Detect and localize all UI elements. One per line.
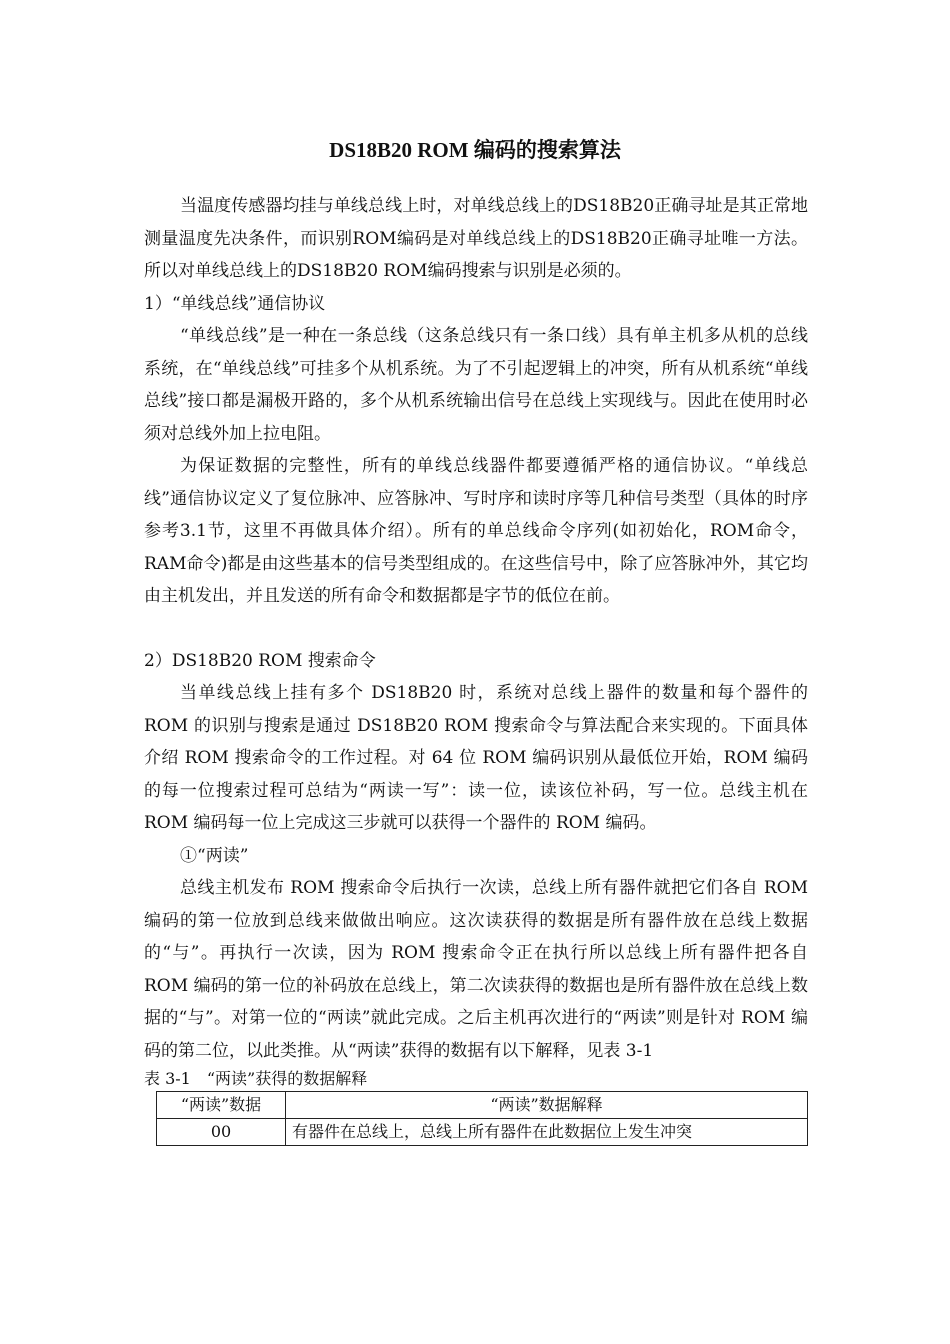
- table-header-cell: “两读”数据: [157, 1092, 286, 1119]
- section-1-paragraph-2: 为保证数据的完整性，所有的单线总线器件都要遵循严格的通信协议。“单线总线”通信协议定义了复位脉冲、应答脉冲、写时序和读时序等几种信号类型（具体的时序参考3.1节，这里不再做具体介绍）。所有的单总线命令序列(如初始化，ROM命令，RAM命令)都是由这些基本的信号类型组成的。在这些信号中，除了应答脉冲外，其它均由主机发出，并且发送的所有命令和数据都是字节的低位在前。: [144, 456, 808, 606]
- section-1-heading: 1）“单线总线”通信协议: [144, 293, 326, 314]
- table-header-cell: “两读”数据解释: [286, 1092, 808, 1119]
- section-spacer: [144, 613, 808, 645]
- section-2-paragraph-1: 当单线总线上挂有多个 DS18B20 时，系统对总线上器件的数量和每个器件的 ROM 的识别与搜索是通过 DS18B20 ROM 搜索命令与算法配合来实现的。下面具体介绍 ROM 搜索命令的工作过程。对 64 位 ROM 编码识别从最低位开始，ROM 编码的每一位搜索过程可总结为“两读一写”：读一位，读该位补码，写一位。总线主机在 ROM 编码每一位上完成这三步就可以获得一个器件的 ROM 编码。: [144, 683, 808, 833]
- intro-paragraph: 当温度传感器均挂与单线总线上时，对单线总线上的DS18B20正确寻址是其正常地测量温度先决条件，而识别ROM编码是对单线总线上的DS18B20正确寻址唯一方法。所以对单线总线上的DS18B20 ROM编码搜索与识别是必须的。: [144, 196, 808, 281]
- section-2-heading: 2）DS18B20 ROM 搜索命令: [144, 650, 376, 671]
- data-interpretation-table: [156, 1091, 808, 1146]
- table-row: [157, 1119, 808, 1146]
- section-2-subheading: ①“两读”: [180, 845, 249, 866]
- section-1-paragraph-1: “单线总线”是一种在一条总线（这条总线只有一条口线）具有单主机多从机的总线系统，在“单线总线”可挂多个从机系统。为了不引起逻辑上的冲突，所有从机系统“单线总线”接口都是漏极开路的，多个从机系统输出信号在总线上实现线与。因此在使用时必须对总线外加上拉电阻。: [144, 326, 808, 444]
- document-body: [144, 190, 808, 1146]
- table-cell: 00: [157, 1119, 286, 1146]
- table-caption: 表 3-1 “两读”获得的数据解释: [144, 1069, 368, 1088]
- section-2-paragraph-2: 总线主机发布 ROM 搜索命令后执行一次读，总线上所有器件就把它们各自 ROM 编码的第一位放到总线来做做出响应。这次读获得的数据是所有器件放在总线上数据的“与”。再执行一次读，因为 ROM 搜索命令正在执行所以总线上所有器件把各自 ROM 编码的第一位的补码放在总线上，第二次读获得的数据也是所有器件放在总线上数据的“与”。对第一位的“两读”就此完成。之后主机再次进行的“两读”则是针对 ROM 编码的第二位，以此类推。从“两读”获得的数据有以下解释，见表 3-1: [144, 878, 808, 1061]
- table-cell: 有器件在总线上，总线上所有器件在此数据位上发生冲突: [286, 1119, 808, 1146]
- table-header-row: [157, 1092, 808, 1119]
- document-title: DS18B20 ROM 编码的搜索算法: [329, 138, 621, 162]
